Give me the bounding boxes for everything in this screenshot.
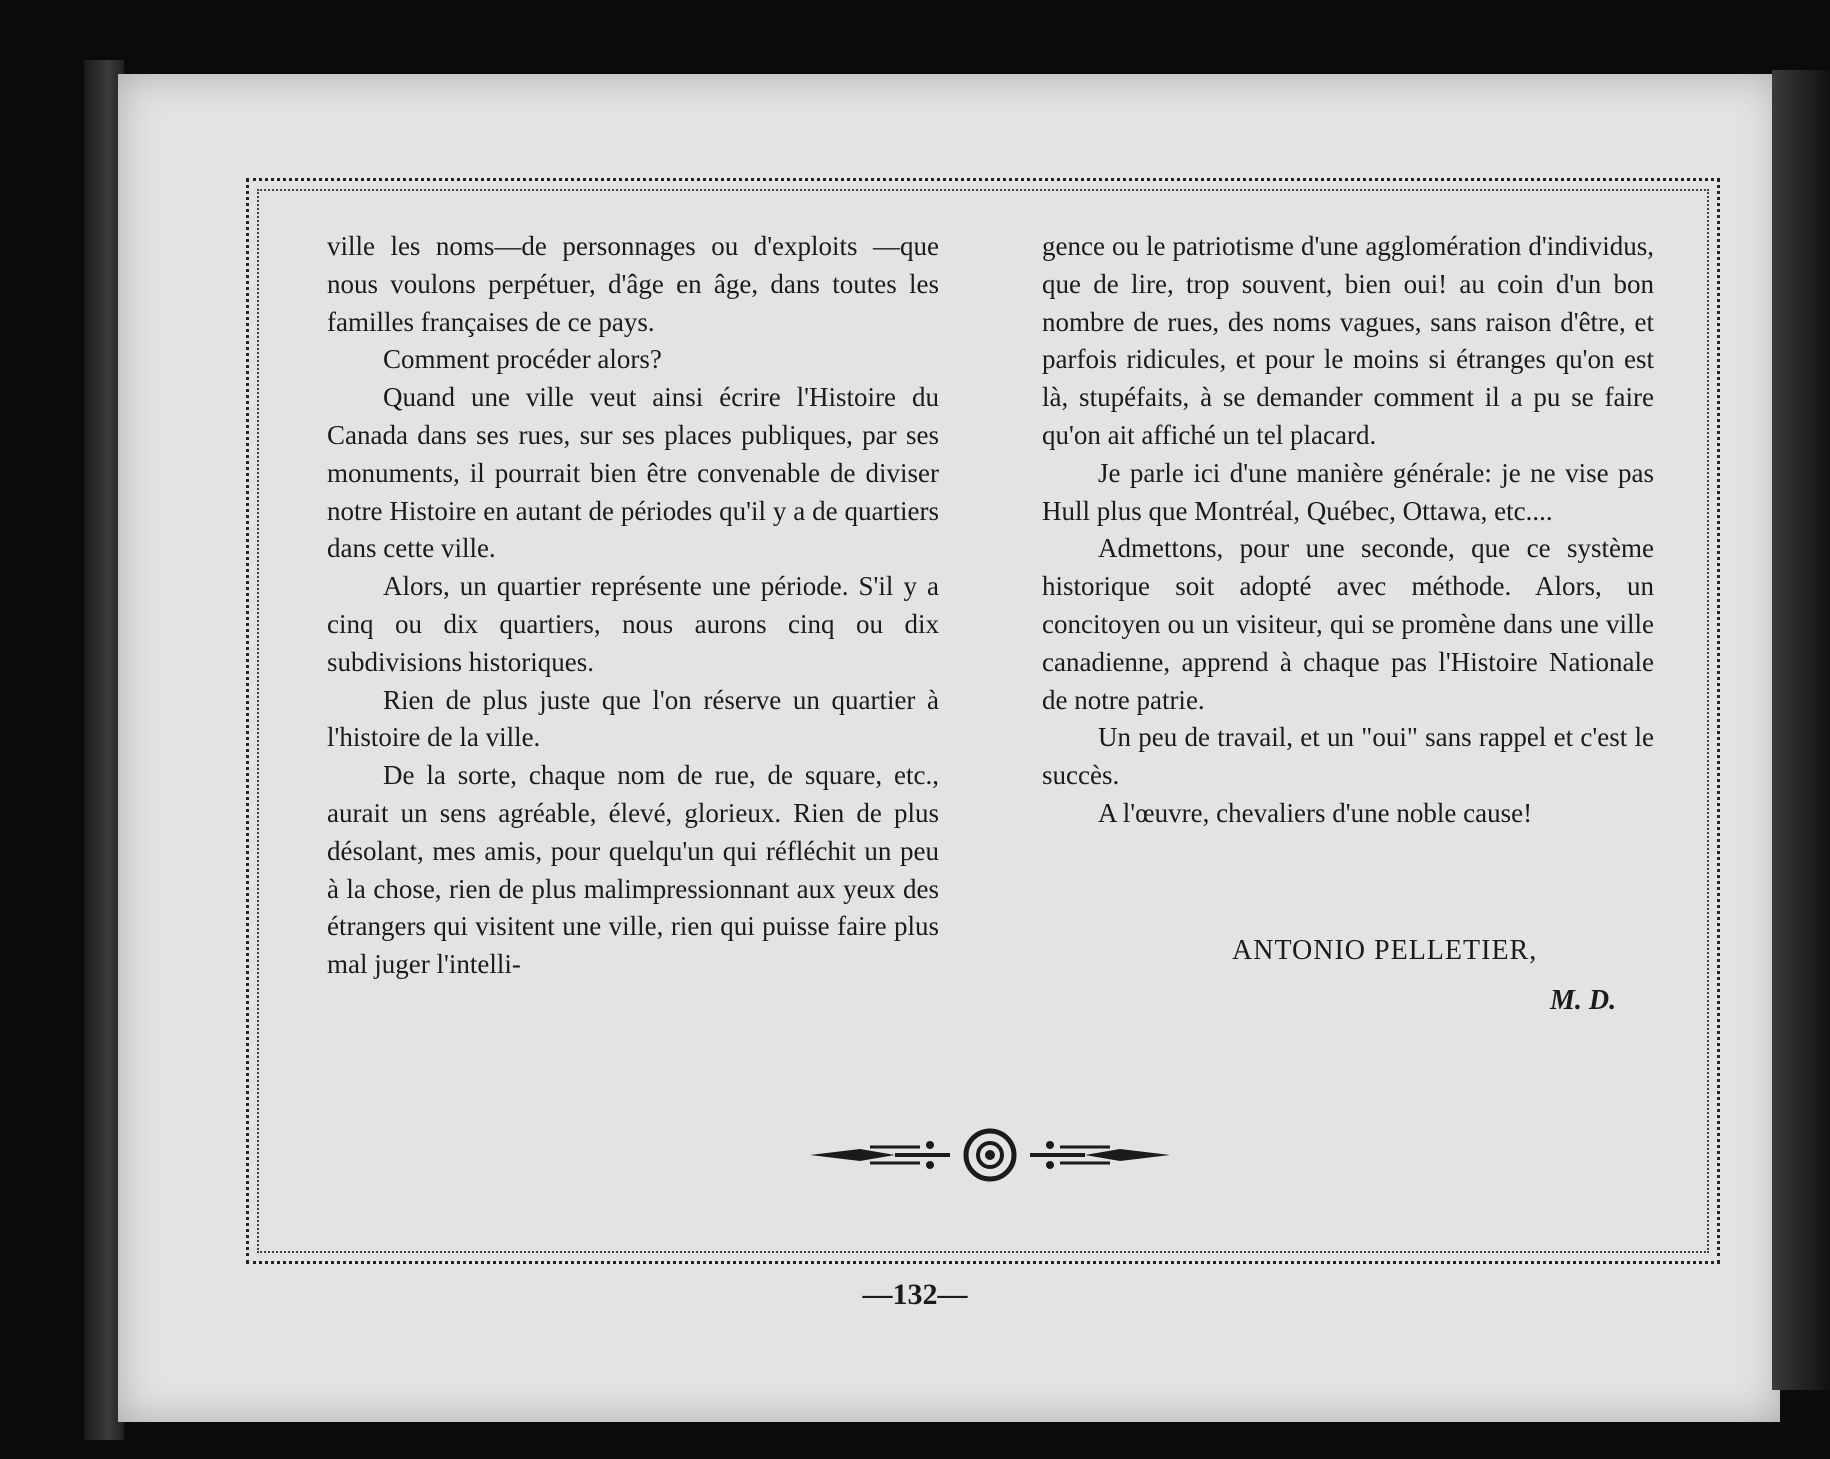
paragraph: Quand une ville veut ainsi écrire l'Histoire du Canada dans ses rues, sur ses places publiques, par ses monuments, il pourrait bien être convenable de diviser notre Histoire en autant de périodes qu'il y a de quartiers dans cette ville. <box>327 382 939 564</box>
next-page-edge <box>1772 70 1830 1390</box>
paragraph: Je parle ici d'une manière générale: je ne vise pas Hull plus que Montréal, Québec, Ottawa, etc.... <box>1042 457 1654 526</box>
paragraph: Alors, un quartier représente une période. S'il y a cinq ou dix quartiers, nous aurons cinq ou dix subdivisions historiques. <box>327 571 939 677</box>
author-credential: M. D. <box>1550 985 1617 1016</box>
paragraph: Comment procéder alors? <box>383 344 662 375</box>
fleuron-ornament-icon <box>800 1125 1180 1185</box>
paragraph: gence ou le patriotisme d'une agglomération d'individus, que de lire, trop souvent, bien oui! au coin d'un bon nombre de rues, des noms vagues, sans raison d'être, et parfois ridicules, et pour le moins si étranges qu'on est là, stupéfaits, à se demander comment il a pu se faire qu'on ait affiché un tel placard. <box>1042 231 1654 450</box>
author-signature: ANTONIO PELLETIER, <box>1232 935 1538 966</box>
paragraph: A l'œuvre, chevaliers d'une noble cause! <box>1098 797 1533 828</box>
page-number: —132— <box>862 1278 968 1311</box>
paragraph: De la sorte, chaque nom de rue, de square, etc., aurait un sens agréable, élevé, glorieux. Rien de plus désolant, mes amis, pour quelqu'un qui réfléchit un peu à la chose, rien de plus malimpressionnant aux yeux des étrangers qui visitent une ville, rien qui puisse faire plus mal juger l'intelli- <box>327 760 939 980</box>
paragraph: ville les noms—de personnages ou d'exploits —que nous voulons perpétuer, d'âge en âge, dans toutes les familles françaises de ce pays. <box>327 231 939 337</box>
paragraph: Un peu de travail, et un "oui" sans rappel et c'est le succès. <box>1042 722 1654 791</box>
paragraph: Admettons, pour une seconde, que ce système historique soit adopté avec méthode. Alors, un concitoyen ou un visiteur, qui se promène dans une ville canadienne, apprend à chaque pas l'Histoire Nationale de notre patrie. <box>1042 533 1654 715</box>
paragraph: Rien de plus juste que l'on réserve un quartier à l'histoire de la ville. <box>327 684 939 753</box>
left-column <box>327 228 939 984</box>
right-column <box>1042 228 1654 833</box>
